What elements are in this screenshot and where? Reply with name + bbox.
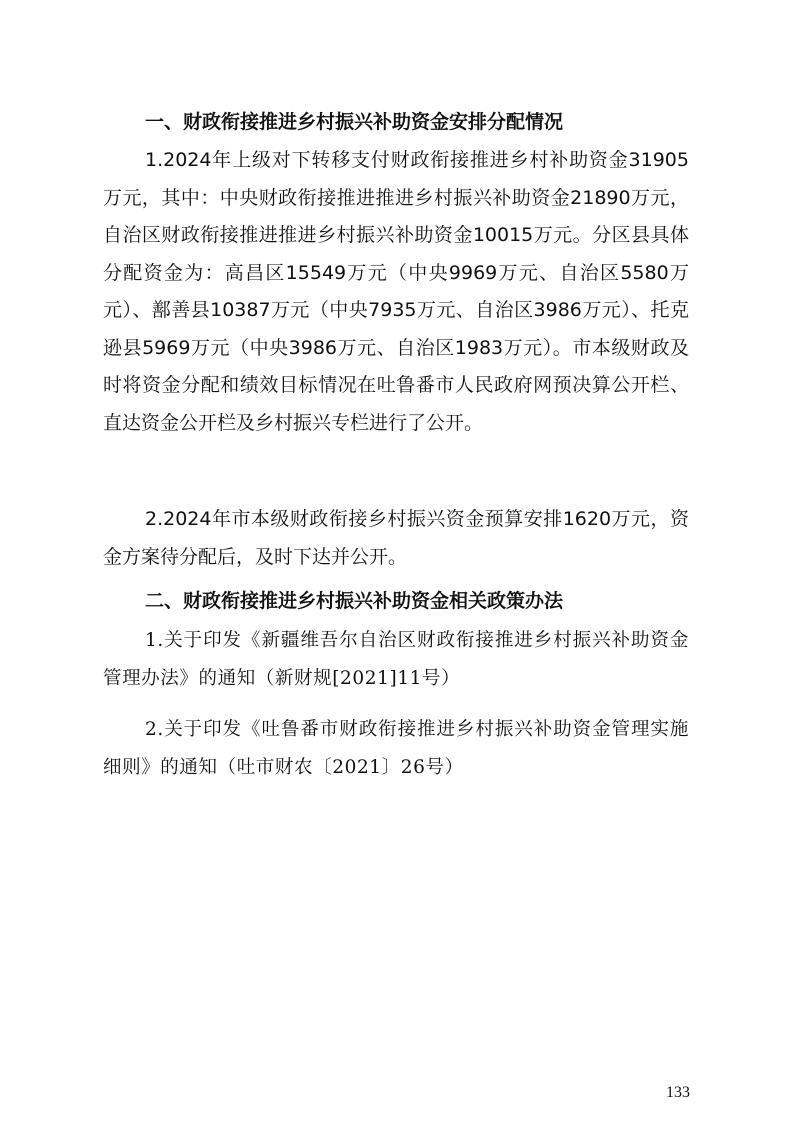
policy-item-2: 2.关于印发《吐鲁番市财政衔接推进乡村振兴补助资金管理实施细则》的通知（吐市财农〔2021〕26号）	[103, 719, 689, 778]
page-number: 133	[666, 1084, 690, 1101]
section-1-paragraph-1: 1.2024年上级对下转移支付财政衔接推进乡村补助资金31905万元，其中：中央财政衔接推进推进乡村振兴补助资金21890万元，自治区财政衔接推进推进乡村振兴补助资金10015万元。分区县具体分配资金为：高昌区15549万元（中央9969万元、自治区5580万元）、鄯善县10387万元（中央7935万元、自治区3986万元）、托克逊县5969万元（中央3986万元、自治区1983万元）。市本级财政及时将资金分配和绩效目标情况在吐鲁番市人民政府网预决算公开栏、直达资金公开栏及乡村振兴专栏进行了公开。	[103, 149, 689, 434]
section-1-heading: 一、财政衔接推进乡村振兴补助资金安排分配情况	[145, 111, 564, 133]
policy-item-1: 1.关于印发《新疆维吾尔自治区财政衔接推进乡村振兴补助资金管理办法》的通知（新财规[2021]11号）	[103, 630, 689, 689]
section-2-heading: 二、财政衔接推进乡村振兴补助资金相关政策办法	[145, 590, 564, 612]
section-1-paragraph-2: 2.2024年市本级财政衔接乡村振兴资金预算安排1620万元，资金方案待分配后，及时下达并公开。	[103, 508, 689, 568]
